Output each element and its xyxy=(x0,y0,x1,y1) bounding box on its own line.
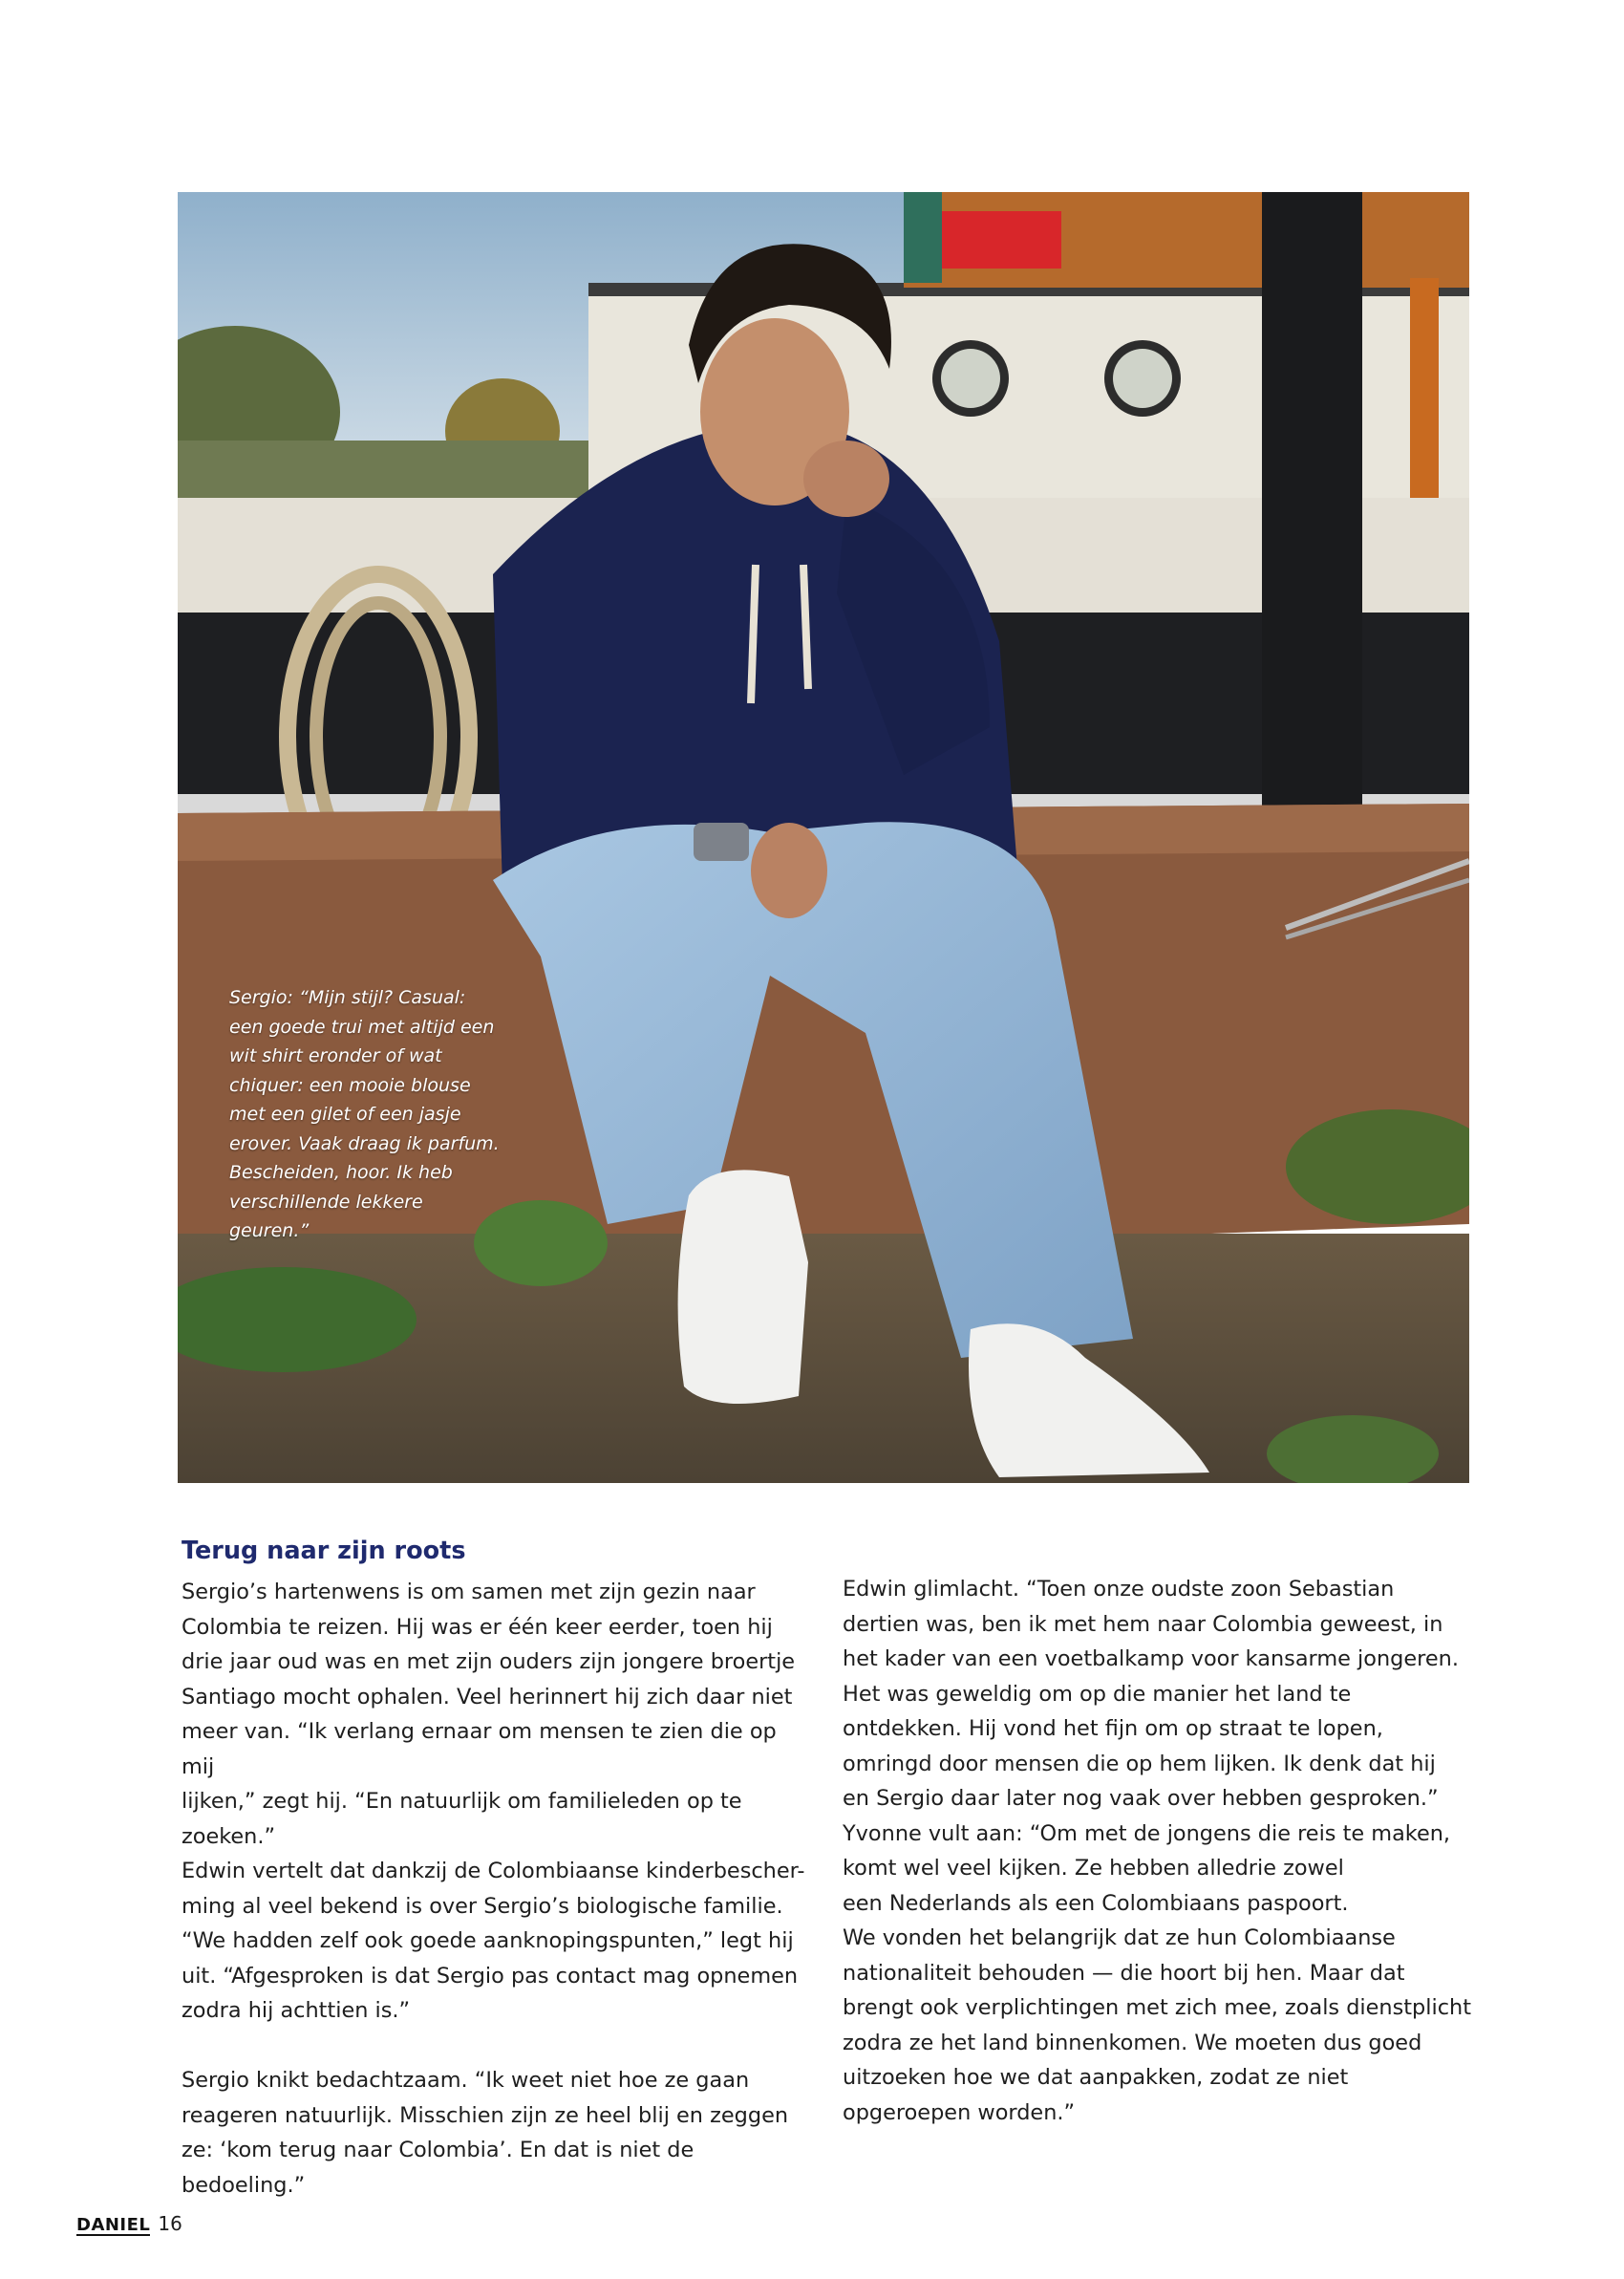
text-line: Sergio knikt bedachtzaam. “Ik weet niet hoe ze gaan xyxy=(182,2068,750,2093)
magazine-logo: DANIEL xyxy=(76,2215,151,2235)
caption-line: Sergio: “Mijn stijl? Casual: xyxy=(229,987,466,1008)
caption-line: chiquer: een mooie blouse xyxy=(229,1074,471,1096)
article-column-left xyxy=(182,1575,812,2203)
text-line: uitzoeken hoe we dat aanpakken, zodat ze niet xyxy=(843,2065,1349,2090)
text-line: zodra hij achttien is.” xyxy=(182,1998,411,2023)
caption-line: erover. Vaak draag ik parfum. xyxy=(229,1132,500,1154)
text-line: dertien was, ben ik met hem naar Colombia geweest, in xyxy=(843,1611,1443,1637)
text-line: komt wel veel kijken. Ze hebben alledrie zowel xyxy=(843,1856,1344,1881)
caption-line: een goede trui met altijd een xyxy=(229,1016,495,1038)
text-line: ontdekken. Hij vond het fijn om op straat te lopen, xyxy=(843,1716,1383,1741)
text-line: Santiago mocht ophalen. Veel herinnert hij zich daar niet xyxy=(182,1684,793,1709)
text-line: Yvonne vult aan: “Om met de jongens die reis te maken, xyxy=(843,1820,1451,1846)
caption-line: Bescheiden, hoor. Ik heb xyxy=(229,1162,453,1183)
caption-line: wit shirt eronder of wat xyxy=(229,1045,442,1066)
text-line: drie jaar oud was en met zijn ouders zijn jongere broertje xyxy=(182,1649,796,1674)
text-line: Het was geweldig om op die manier het land te xyxy=(843,1681,1352,1707)
caption-line: geuren.” xyxy=(229,1220,310,1241)
text-line: ming al veel bekend is over Sergio’s biologische familie. xyxy=(182,1893,783,1919)
paragraph-gap xyxy=(182,2029,812,2064)
text-line: lijken,” zegt hij. “En natuurlijk om familieleden op te xyxy=(182,1789,742,1814)
text-line: nationaliteit behouden — die hoort bij hen. Maar dat xyxy=(843,1960,1405,1986)
text-line: en Sergio daar later nog vaak over hebben gesproken.” xyxy=(843,1786,1439,1811)
text-line: brengt ook verplichtingen met zich mee, zoals dienstplicht xyxy=(843,1995,1471,2020)
page-footer xyxy=(76,2212,182,2236)
text-line: zodra ze het land binnenkomen. We moeten dus goed xyxy=(843,2030,1422,2055)
article-column-right xyxy=(843,1572,1473,2130)
text-line: ze: ‘kom terug naar Colombia’. En dat is niet de bedoeling.” xyxy=(182,2138,694,2198)
text-line: het kader van een voetbalkamp voor kansarme jongeren. xyxy=(843,1646,1459,1671)
text-line: “We hadden zelf ook goede aanknopingspunten,” legt hij xyxy=(182,1928,794,1953)
page-number: 16 xyxy=(158,2212,182,2235)
text-line: Edwin glimlacht. “Toen onze oudste zoon Sebastian xyxy=(843,1577,1395,1602)
text-line: We vonden het belangrijk dat ze hun Colombiaanse xyxy=(843,1925,1396,1950)
text-line: opgeroepen worden.” xyxy=(843,2099,1076,2125)
text-line: reageren natuurlijk. Misschien zijn ze heel blij en zeggen xyxy=(182,2102,789,2128)
photo-illustration xyxy=(178,192,1469,1483)
portrait-photo xyxy=(178,192,1469,1483)
text-line: omringd door mensen die op hem lijken. Ik denk dat hij xyxy=(843,1751,1436,1776)
text-line: Colombia te reizen. Hij was er één keer eerder, toen hij xyxy=(182,1614,773,1640)
text-line: Sergio’s hartenwens is om samen met zijn gezin naar xyxy=(182,1580,756,1604)
text-line: Edwin vertelt dat dankzij de Colombiaanse kinderbescher- xyxy=(182,1859,805,1883)
section-heading: Terug naar zijn roots xyxy=(182,1537,466,1565)
caption-line: met een gilet of een jasje xyxy=(229,1104,461,1125)
text-line: meer van. “Ik verlang ernaar om mensen te zien die op mij xyxy=(182,1719,777,1779)
text-line: een Nederlands als een Colombiaans paspoort. xyxy=(843,1890,1349,1916)
text-line: zoeken.” xyxy=(182,1823,276,1849)
caption-line: verschillende lekkere xyxy=(229,1191,423,1213)
photo-caption xyxy=(229,983,506,1246)
text-line: uit. “Afgesproken is dat Sergio pas contact mag opnemen xyxy=(182,1963,799,1989)
